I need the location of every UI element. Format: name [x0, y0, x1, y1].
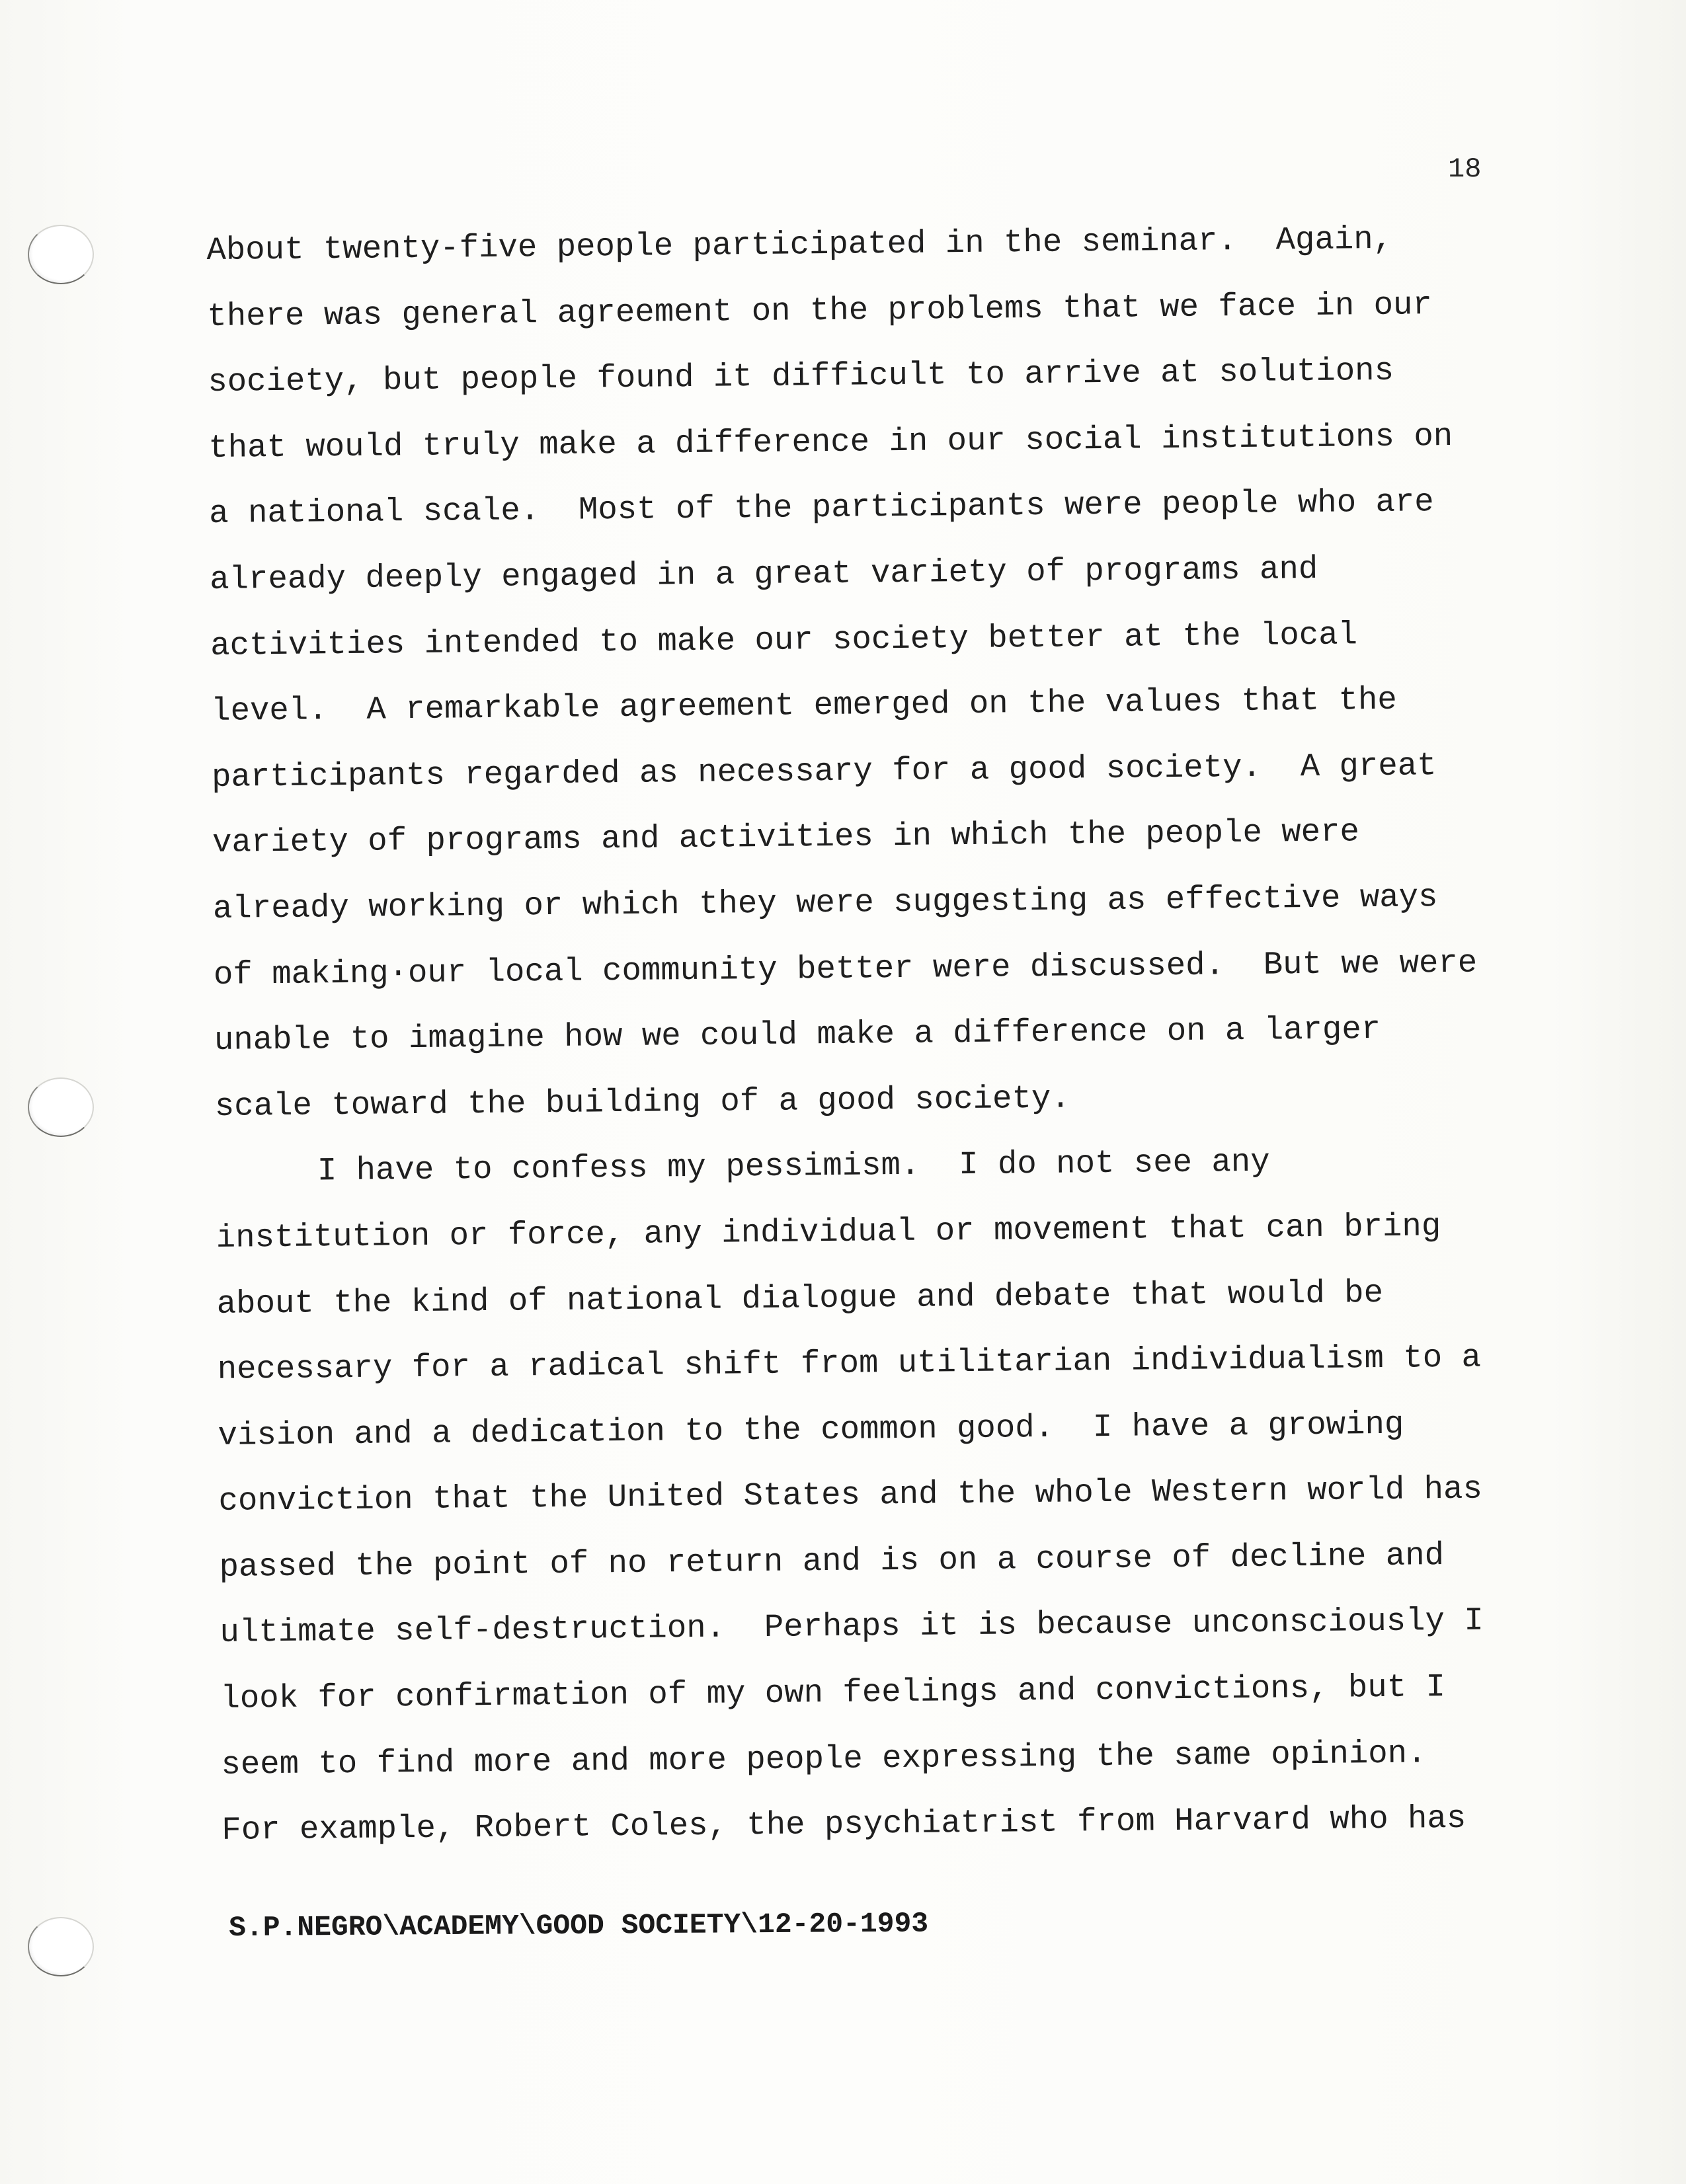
text-line: participants regarded as necessary for a good society. A great	[211, 746, 1437, 796]
text-line: unable to imagine how we could make a difference on a larger	[214, 1011, 1381, 1060]
text-line: already working or which they were suggesting as effective ways	[212, 878, 1438, 927]
body-text	[206, 205, 1571, 1863]
text-line: scale toward the building of a good society.	[214, 1079, 1070, 1125]
text-line: passed the point of no return and is on a course of decline and	[219, 1536, 1445, 1586]
binder-hole-top	[28, 225, 94, 284]
text-line: that would truly make a difference in our social institutions on	[208, 417, 1453, 467]
text-line: For example, Robert Coles, the psychiatrist from Harvard who has	[221, 1800, 1466, 1850]
text-line: necessary for a radical shift from utilitarian individualism to a	[217, 1339, 1482, 1389]
text-line: about the kind of national dialogue and debate that would be	[216, 1274, 1384, 1323]
page-number: 18	[1448, 153, 1482, 185]
text-line: vision and a dedication to the common good. I have a growing	[218, 1405, 1404, 1454]
text-line: already deeply engaged in a great variety of programs and	[209, 550, 1318, 598]
text-line: there was general agreement on the problems that we face in our	[207, 286, 1433, 335]
text-line: variety of programs and activities in which the people were	[212, 813, 1360, 862]
text-line: activities intended to make our society better at the local	[210, 615, 1358, 664]
text-line: seem to find more and more people expressing the same opinion.	[221, 1735, 1427, 1783]
paragraph-1	[206, 205, 1564, 1140]
text-line: society, but people found it difficult to arrive at solutions	[208, 352, 1394, 401]
text-line: level. A remarkable agreement emerged on the values that the	[210, 681, 1398, 730]
binder-hole-bottom	[28, 1917, 94, 1976]
text-line: look for confirmation of my own feelings and convictions, but I	[220, 1668, 1446, 1717]
text-line: About twenty-five people participated in the seminar. Again,	[206, 220, 1393, 269]
text-line: institution or force, any individual or movement that can bring	[216, 1208, 1441, 1257]
text-line: I have to confess my pessimism. I do not see any	[317, 1143, 1270, 1190]
paragraph-2	[215, 1127, 1570, 1864]
text-line: ultimate self-destruction. Perhaps it is because unconsciously I	[220, 1602, 1484, 1652]
text-line: conviction that the United States and the whole Western world has	[218, 1470, 1483, 1520]
file-path-footer: S.P.NEGRO\ACADEMY\GOOD SOCIETY\12-20-1993	[229, 1907, 929, 1944]
binder-hole-middle	[28, 1077, 94, 1137]
text-line: a national scale. Most of the participants were people who are	[209, 483, 1434, 533]
text-line: of making·our local community better were discussed. But we were	[213, 944, 1478, 994]
